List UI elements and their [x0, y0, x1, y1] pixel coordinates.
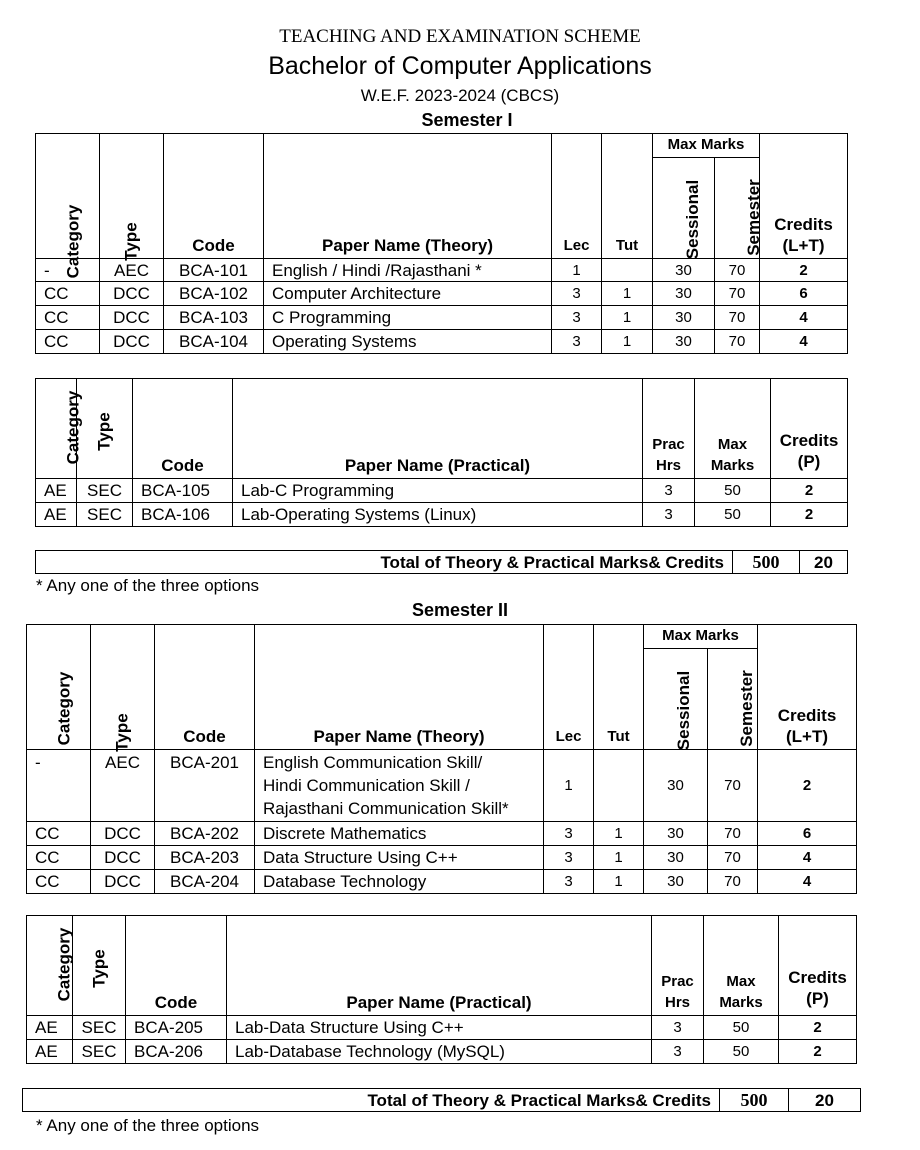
cell-code: BCA-101	[164, 259, 264, 282]
cell-paper: Operating Systems	[264, 330, 552, 354]
cell-credits: 4	[758, 870, 857, 894]
cell-code: BCA-203	[155, 846, 255, 870]
cell-category: CC	[27, 822, 91, 846]
cell-type: DCC	[100, 282, 164, 306]
cell-category: CC	[36, 306, 100, 330]
cell-credits: 4	[760, 330, 848, 354]
header-code: Code	[164, 134, 264, 259]
cell-tut: 1	[602, 306, 653, 330]
cell-type: DCC	[100, 330, 164, 354]
total-marks: 500	[720, 1089, 789, 1112]
header-credits: Credits (P)	[779, 916, 857, 1016]
cell-code: BCA-202	[155, 822, 255, 846]
header-sessional: Sessional	[653, 158, 715, 259]
cell-credits: 6	[760, 282, 848, 306]
cell-paper: Lab-Database Technology (MySQL)	[227, 1040, 652, 1064]
header-credits: Credits (P)	[771, 379, 848, 479]
header-semester: Semester	[715, 158, 760, 259]
header-paper-theory: Paper Name (Theory)	[264, 134, 552, 259]
cell-tut: 1	[602, 282, 653, 306]
cell-lec: 3	[552, 306, 602, 330]
semester-2-theory-table	[26, 624, 857, 894]
cell-semester: 70	[708, 870, 758, 894]
semester-2-total-row	[22, 1088, 861, 1112]
cell-category: AE	[36, 503, 77, 527]
total-marks: 500	[733, 551, 800, 574]
scheme-heading: TEACHING AND EXAMINATION SCHEME	[279, 26, 641, 47]
cell-paper: Lab-C Programming	[233, 479, 643, 503]
header-prac-hrs: Prac Hrs	[652, 916, 704, 1016]
header-category: Category	[36, 134, 100, 259]
header-category: Category	[36, 379, 77, 479]
header-tut: Tut	[594, 625, 644, 750]
table-row	[27, 870, 857, 894]
table-row	[36, 330, 848, 354]
cell-credits: 2	[758, 750, 857, 822]
cell-hrs: 3	[652, 1040, 704, 1064]
header-credits: Credits (L+T)	[760, 134, 848, 259]
header-code: Code	[126, 916, 227, 1016]
cell-paper: Computer Architecture	[264, 282, 552, 306]
cell-paper: Lab-Operating Systems (Linux)	[233, 503, 643, 527]
cell-credits: 6	[758, 822, 857, 846]
header-paper-theory: Paper Name (Theory)	[255, 625, 544, 750]
semester-1-practical-table	[35, 378, 848, 527]
cell-category: CC	[27, 870, 91, 894]
cell-paper: Discrete Mathematics	[255, 822, 544, 846]
table-row	[36, 259, 848, 282]
semester-2-note: * Any one of the three options	[36, 1116, 260, 1135]
cell-semester: 70	[715, 259, 760, 282]
table-row	[36, 282, 848, 306]
cell-code: BCA-206	[126, 1040, 227, 1064]
cell-paper: Lab-Data Structure Using C++	[227, 1016, 652, 1040]
cell-sessional: 30	[653, 282, 715, 306]
cell-sessional: 30	[653, 259, 715, 282]
cell-lec: 1	[552, 259, 602, 282]
cell-sessional: 30	[644, 846, 708, 870]
header-max-marks: Max Marks	[653, 134, 760, 158]
cell-hrs: 3	[643, 503, 695, 527]
cell-credits: 2	[771, 503, 848, 527]
table-row	[27, 1040, 857, 1064]
header-max-marks: Max Marks	[704, 916, 779, 1016]
cell-type: AEC	[100, 259, 164, 282]
table-row	[27, 1016, 857, 1040]
paper-line: Rajasthani Communication Skill*	[263, 799, 509, 818]
cell-sessional: 30	[644, 750, 708, 822]
table-row	[27, 822, 857, 846]
total-label: Total of Theory & Practical Marks& Credits	[23, 1089, 720, 1112]
table-row	[36, 479, 848, 503]
semester-1-title: Semester I	[421, 110, 513, 130]
cell-tut: 1	[594, 822, 644, 846]
cell-category: CC	[36, 330, 100, 354]
cell-category: CC	[36, 282, 100, 306]
cell-code: BCA-204	[155, 870, 255, 894]
header-tut: Tut	[602, 134, 653, 259]
semester-2-title: Semester II	[411, 600, 509, 620]
header-code: Code	[133, 379, 233, 479]
header-credits: Credits (L+T)	[758, 625, 857, 750]
cell-semester: 70	[715, 282, 760, 306]
table-row	[27, 846, 857, 870]
cell-credits: 2	[779, 1040, 857, 1064]
cell-sessional: 30	[653, 330, 715, 354]
cell-semester: 70	[708, 750, 758, 822]
cell-credits: 2	[760, 259, 848, 282]
cell-tut	[594, 750, 644, 822]
header-type: Type	[100, 134, 164, 259]
header-category: Category	[27, 625, 91, 750]
cell-semester: 70	[708, 822, 758, 846]
cell-type: SEC	[73, 1040, 126, 1064]
cell-semester: 70	[715, 306, 760, 330]
semester-1-theory-table	[35, 133, 848, 354]
cell-category: -	[36, 259, 100, 282]
header-sessional: Sessional	[644, 649, 708, 750]
cell-type: DCC	[91, 822, 155, 846]
cell-type: DCC	[100, 306, 164, 330]
cell-code: BCA-103	[164, 306, 264, 330]
semester-2-practical-table	[26, 915, 857, 1064]
cell-credits: 2	[779, 1016, 857, 1040]
header-max-marks: Max Marks	[695, 379, 771, 479]
cell-marks: 50	[695, 503, 771, 527]
header-type: Type	[91, 625, 155, 750]
cell-hrs: 3	[643, 479, 695, 503]
cell-tut: 1	[594, 846, 644, 870]
header-lec: Lec	[544, 625, 594, 750]
total-label: Total of Theory & Practical Marks& Credits	[36, 551, 733, 574]
program-title: Bachelor of Computer Applications	[268, 52, 652, 80]
header-semester: Semester	[708, 649, 758, 750]
cell-code: BCA-205	[126, 1016, 227, 1040]
header-paper-practical: Paper Name (Practical)	[227, 916, 652, 1016]
cell-credits: 4	[760, 306, 848, 330]
cell-code: BCA-102	[164, 282, 264, 306]
cell-lec: 3	[544, 870, 594, 894]
cell-type: DCC	[91, 870, 155, 894]
cell-marks: 50	[695, 479, 771, 503]
cell-hrs: 3	[652, 1016, 704, 1040]
cell-category: CC	[27, 846, 91, 870]
cell-credits: 4	[758, 846, 857, 870]
header-type: Type	[73, 916, 126, 1016]
cell-semester: 70	[715, 330, 760, 354]
cell-lec: 3	[544, 822, 594, 846]
cell-type: SEC	[77, 479, 133, 503]
cell-paper	[255, 750, 544, 822]
cell-paper: English / Hindi /Rajasthani *	[264, 259, 552, 282]
table-row	[36, 306, 848, 330]
cell-lec: 3	[544, 846, 594, 870]
cell-credits: 2	[771, 479, 848, 503]
cell-code: BCA-104	[164, 330, 264, 354]
cell-code: BCA-105	[133, 479, 233, 503]
cell-type: SEC	[73, 1016, 126, 1040]
cell-marks: 50	[704, 1040, 779, 1064]
header-lec: Lec	[552, 134, 602, 259]
cell-type: AEC	[91, 750, 155, 822]
header-type: Type	[77, 379, 133, 479]
cell-category: -	[27, 750, 91, 822]
cell-tut	[602, 259, 653, 282]
cell-code: BCA-201	[155, 750, 255, 822]
header-max-marks: Max Marks	[644, 625, 758, 649]
cell-lec: 3	[552, 282, 602, 306]
cell-type: DCC	[91, 846, 155, 870]
cell-code: BCA-106	[133, 503, 233, 527]
semester-1-total-row	[35, 550, 848, 574]
cell-sessional: 30	[644, 822, 708, 846]
cell-semester: 70	[708, 846, 758, 870]
table-row	[36, 503, 848, 527]
cell-category: AE	[36, 479, 77, 503]
total-credits: 20	[789, 1089, 861, 1112]
cell-lec: 3	[552, 330, 602, 354]
header-prac-hrs: Prac Hrs	[643, 379, 695, 479]
header-category: Category	[27, 916, 73, 1016]
semester-1-note: * Any one of the three options	[36, 576, 260, 595]
cell-sessional: 30	[653, 306, 715, 330]
cell-sessional: 30	[644, 870, 708, 894]
cell-paper: Database Technology	[255, 870, 544, 894]
paper-line: English Communication Skill/	[263, 753, 483, 772]
wef-line: W.E.F. 2023-2024 (CBCS)	[360, 86, 560, 105]
cell-category: AE	[27, 1016, 73, 1040]
cell-tut: 1	[594, 870, 644, 894]
header-code: Code	[155, 625, 255, 750]
total-credits: 20	[800, 551, 848, 574]
cell-category: AE	[27, 1040, 73, 1064]
cell-lec: 1	[544, 750, 594, 822]
cell-paper: C Programming	[264, 306, 552, 330]
header-paper-practical: Paper Name (Practical)	[233, 379, 643, 479]
cell-type: SEC	[77, 503, 133, 527]
cell-tut: 1	[602, 330, 653, 354]
cell-paper: Data Structure Using C++	[255, 846, 544, 870]
table-row	[27, 750, 857, 822]
cell-marks: 50	[704, 1016, 779, 1040]
paper-line: Hindi Communication Skill /	[263, 776, 470, 795]
